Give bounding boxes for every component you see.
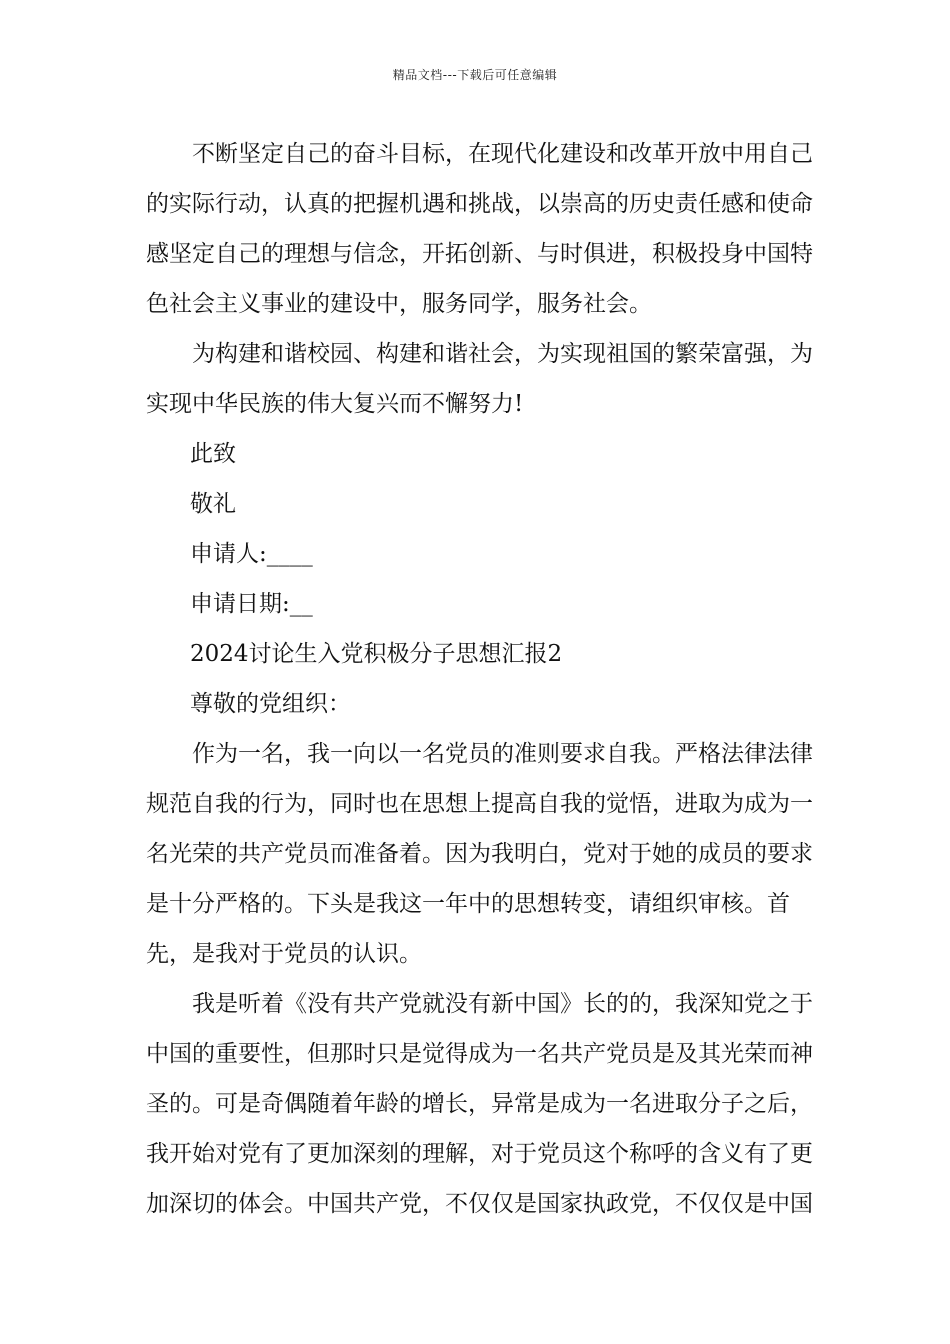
paragraph-understanding: 我是听着《没有共产党就没有新中国》长的的，我深知党之于中国的重要性，但那时只是觉得成为一名共产党员是及其光荣而神圣的。可是奇偶随着年龄的增长，异常是成为一名进取分子之后，我开始对党有了更加深刻的理解，对于党员这个称呼的含义有了更加深切的体会。中国共产党，不仅仅是国家执政党，不仅仅是中国 bbox=[146, 991, 813, 1217]
report-salutation: 尊敬的党组织： bbox=[190, 691, 351, 717]
application-date-line: 申请日期:__ bbox=[190, 591, 313, 617]
closing-regards: 敬礼 bbox=[190, 491, 236, 517]
page-header: 精品文档---下载后可任意编辑 bbox=[392, 68, 558, 82]
paragraph-goals: 不断坚定自己的奋斗目标，在现代化建设和改革开放中用自己的实际行动，认真的把握机遇和挑战，以崇高的历史责任感和使命感坚定自己的理想与信念，开拓创新、与时俱进，积极投身中国特色社会主义事业的建设中，服务同学，服务社会。 bbox=[146, 141, 813, 317]
closing-salutation: 此致 bbox=[190, 441, 236, 467]
paragraph-self-requirement: 作为一名，我一向以一名党员的准则要求自我。严格法律法律规范自我的行为，同时也在思想上提高自我的觉悟，进取为成为一名光荣的共产党员而准备着。因为我明白，党对于她的成员的要求是十分严格的。下头是我这一年中的思想转变，请组织审核。首先，是我对于党员的认识。 bbox=[146, 741, 813, 967]
paragraph-effort: 为构建和谐校园、构建和谐社会，为实现祖国的繁荣富强，为实现中华民族的伟大复兴而不懈努力! bbox=[146, 341, 813, 417]
applicant-line: 申请人:____ bbox=[190, 541, 313, 567]
document-body bbox=[146, 129, 826, 1229]
section-title: 2024讨论生入党积极分子思想汇报2 bbox=[190, 641, 563, 667]
